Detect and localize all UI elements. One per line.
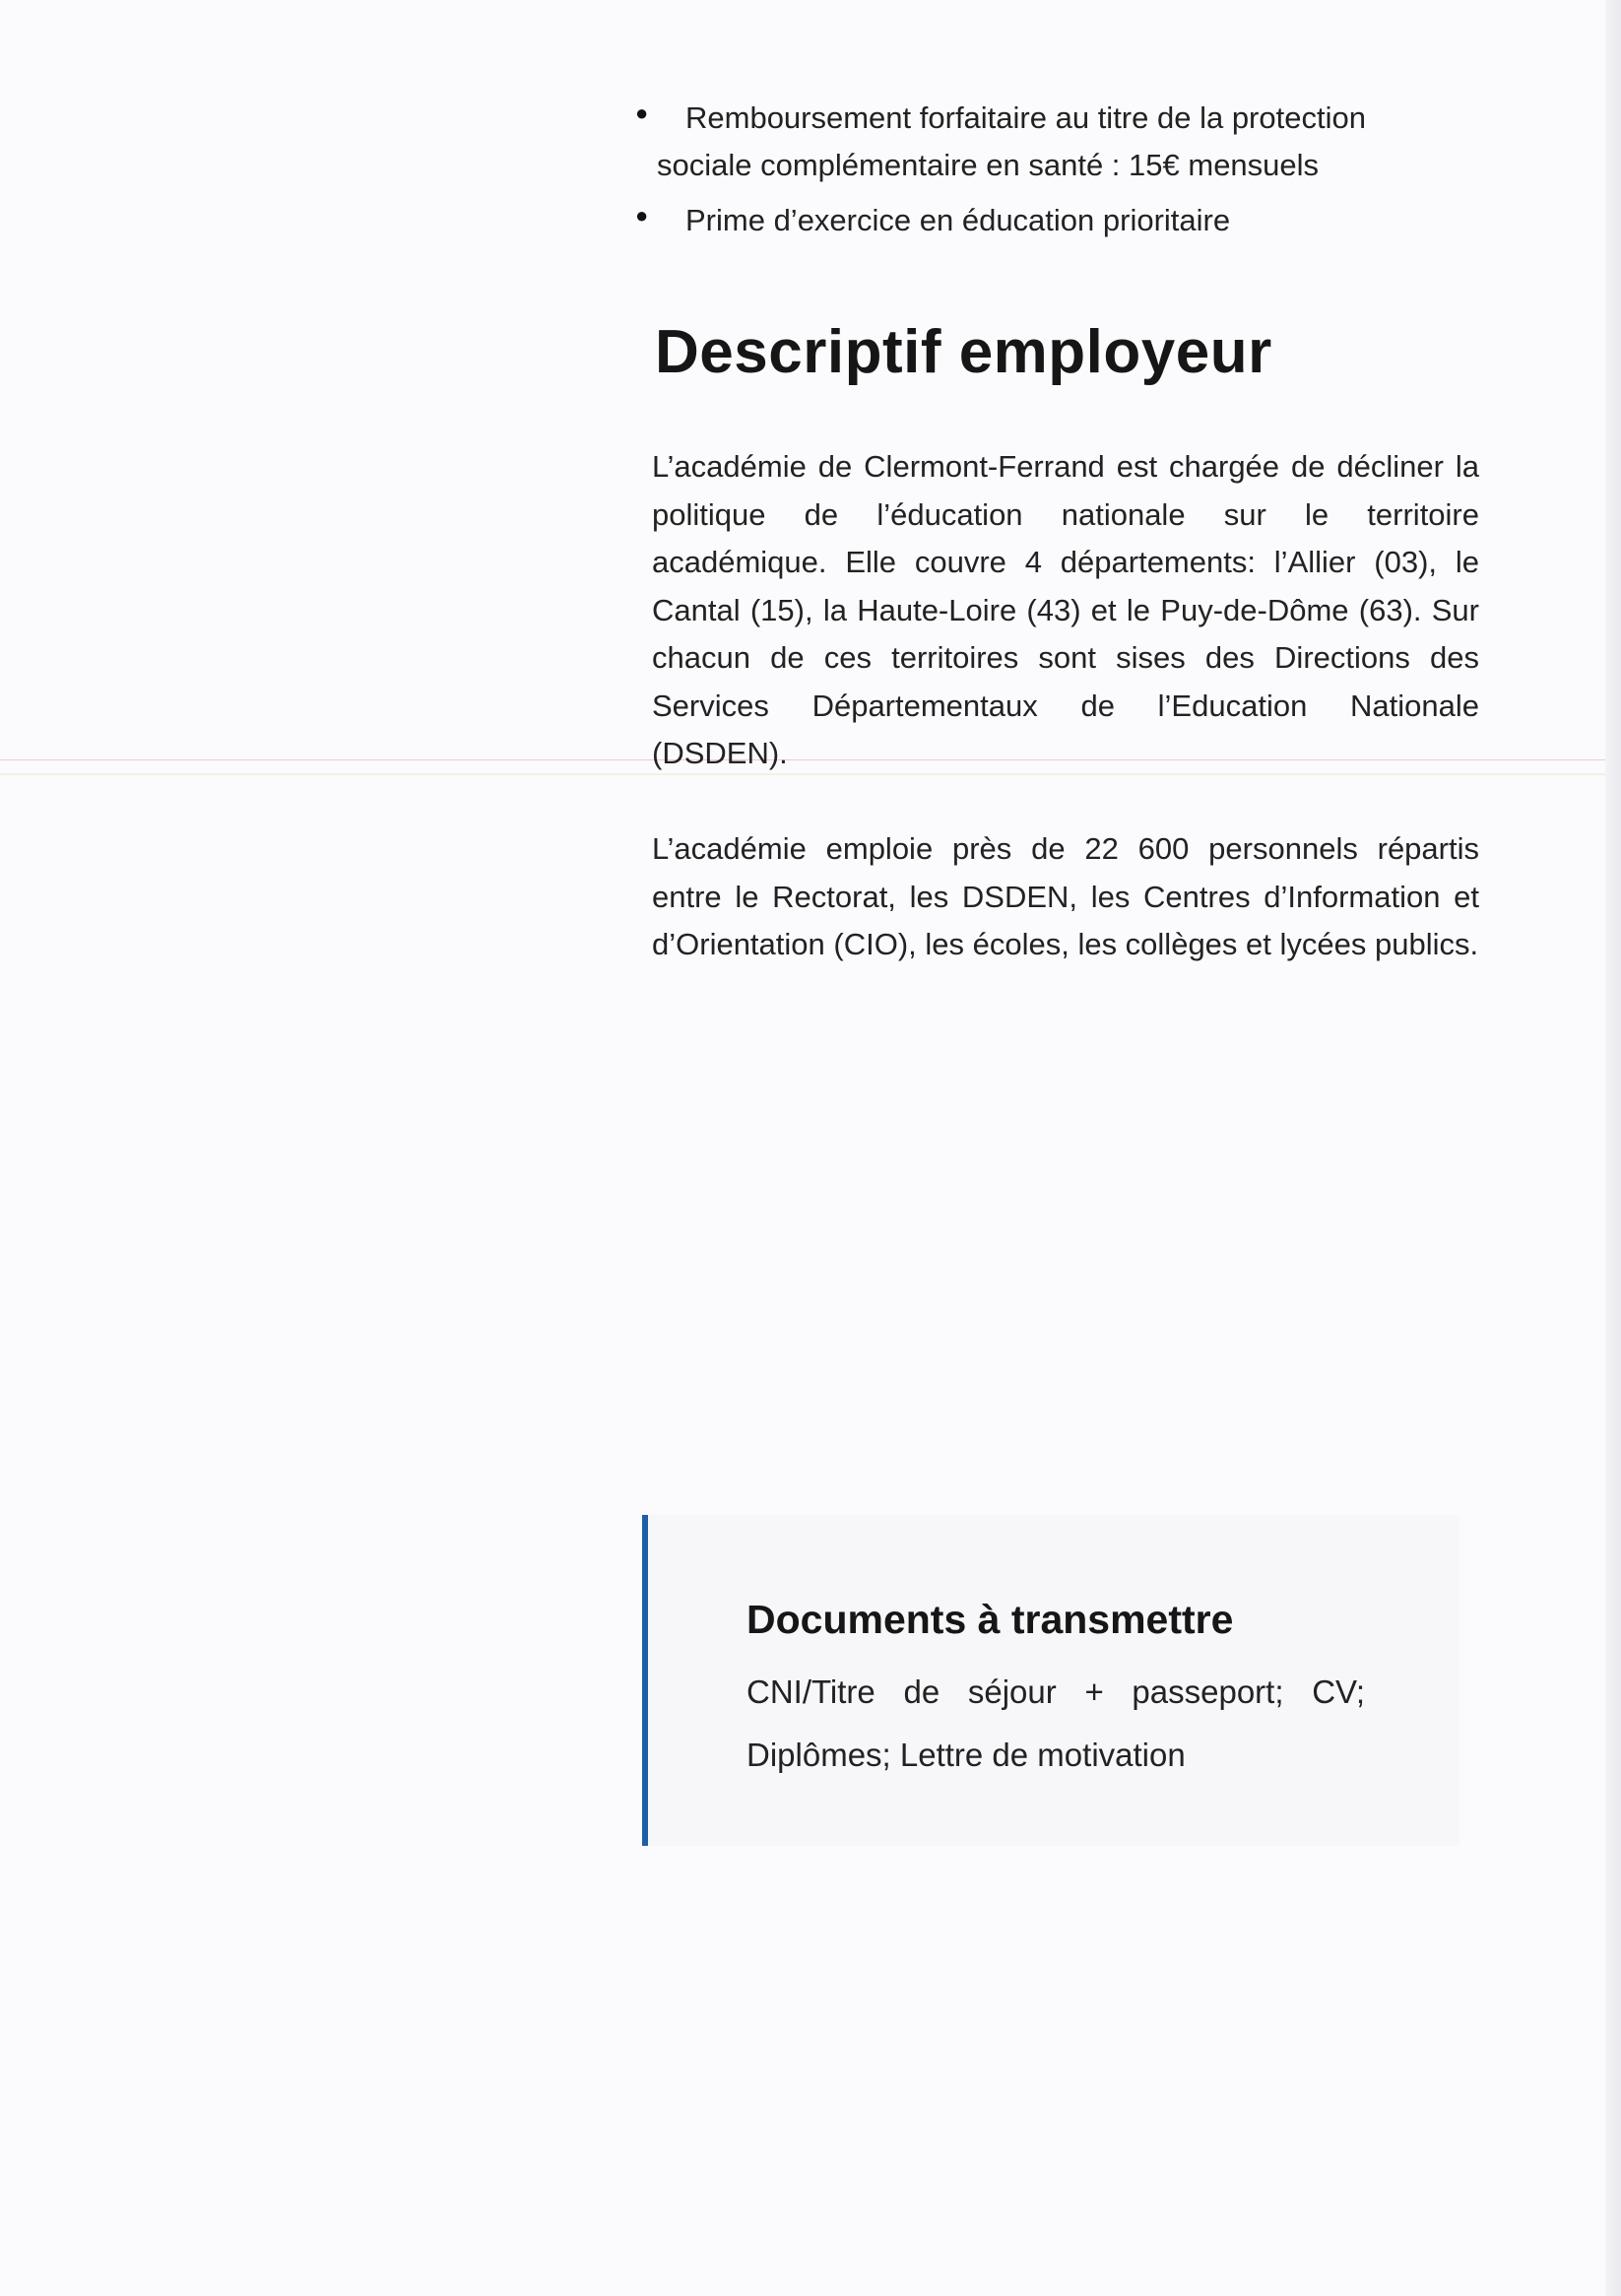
benefits-list <box>625 95 1413 252</box>
employer-paragraph-1: L’académie de Clermont-Ferrand est chargée de décliner la politique de l’éducation nationale sur le territoire académique. Elle couvre 4 départements: l’Allier (03), le Cantal (15), la Haute-Loire (43) et le Puy-de-Dôme (63). Sur chacun de ces territoires sont sises des Directions des Services Départementaux de l’Education Nationale (DSDEN). <box>652 449 1479 770</box>
bullet-icon: ● <box>635 100 649 125</box>
list-item <box>625 95 1413 189</box>
documents-accent-bar <box>642 1515 648 1846</box>
employer-paragraph-2: L’académie emploie près de 22 600 personnels répartis entre le Rectorat, les DSDEN, les Centres d’Information et d’Orientation (CIO), les écoles, les collèges et lycées publics. <box>652 831 1479 961</box>
benefit-text: Remboursement forfaitaire au titre de la protection sociale complémentaire en santé : 15€ mensuels <box>657 100 1366 182</box>
section-heading-employer: Descriptif employeur <box>655 318 1272 386</box>
list-item <box>625 197 1413 244</box>
bullet-icon: ● <box>635 203 649 228</box>
documents-list-text: CNI/Titre de séjour + passeport; CV; Diplômes; Lettre de motivation <box>746 1673 1365 1773</box>
benefit-text: Prime d’exercice en éducation prioritaire <box>685 203 1231 237</box>
scan-edge-shadow <box>1605 0 1621 2296</box>
documents-title: Documents à transmettre <box>746 1597 1234 1642</box>
